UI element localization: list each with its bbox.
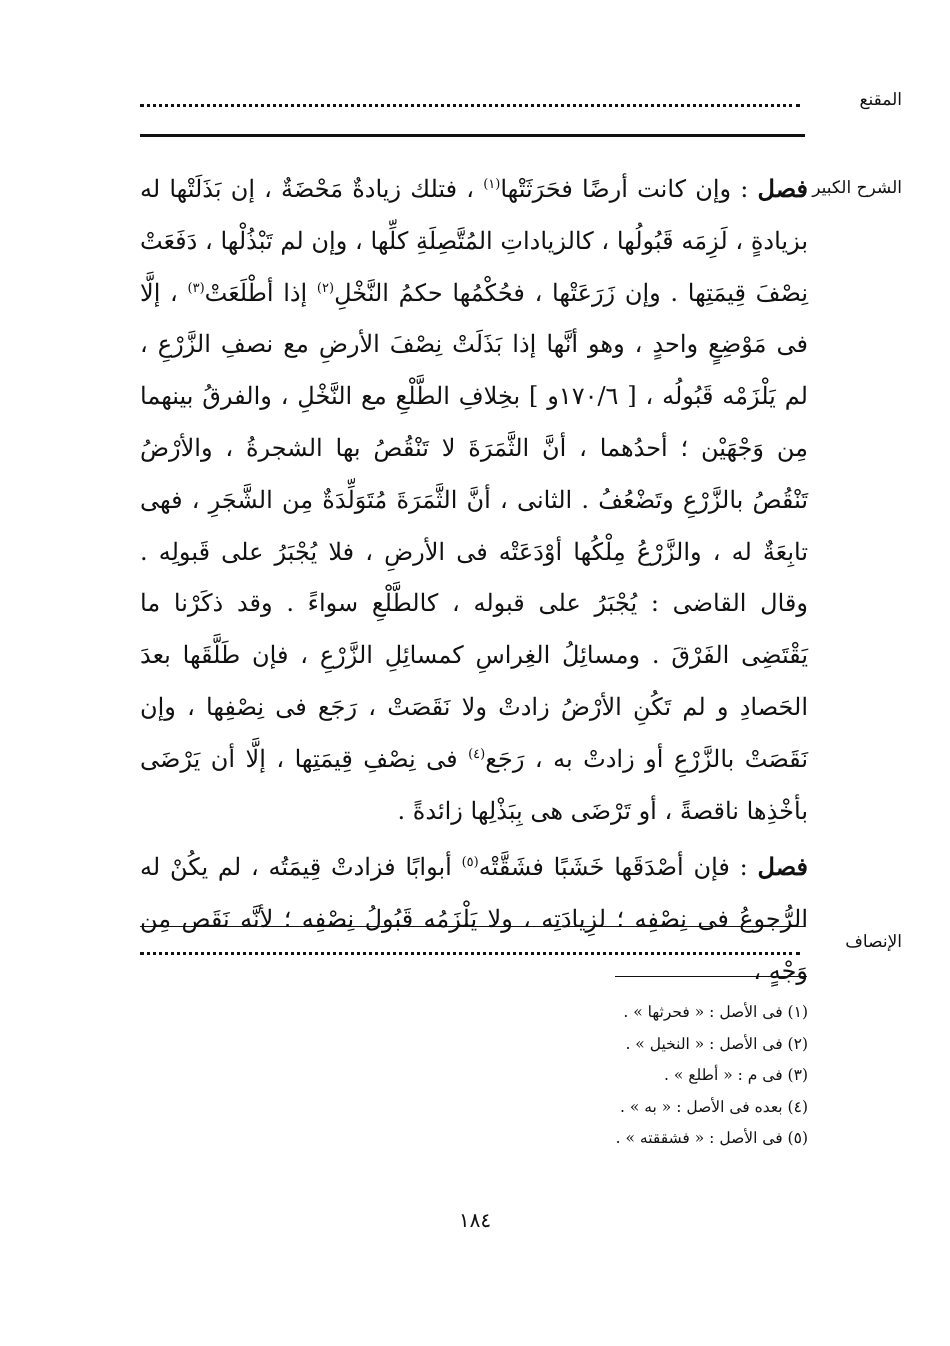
insaf-label: الإنصاف <box>845 932 902 952</box>
commentary-body <box>140 163 808 998</box>
footnote-item: (٤) بعده فى الأصل : « به » . <box>619 1097 808 1116</box>
paragraph <box>140 163 808 837</box>
section-heading: فصل <box>757 852 808 882</box>
footnote-marker[interactable]: (٢) <box>316 280 335 296</box>
footnote-marker[interactable]: (٣) <box>187 280 205 296</box>
running-title: المقنع <box>859 90 902 110</box>
section-heading: فصل <box>757 174 808 203</box>
text-run: إذا أطْلَعَتْ <box>204 278 317 307</box>
page-number: ١٨٤ <box>458 1208 492 1232</box>
dotted-separator-top <box>140 104 800 107</box>
footnote-item: (١) فى الأصل : « فحرثها » . <box>623 1003 808 1021</box>
footnotes <box>560 997 808 1155</box>
text-run: ، فتلك زيادةٌ مَحْضَةٌ ، إن بَذَلَتْها له بزيادةٍ ، لَزِمَه قَبُولُها ، كالزياداتِ المُتَّصِلَةِ كلِّها ، وإن لم تَبْذُلْها ، دَفَعَتْ نِصْفَ قِيمَتِها . وإن زَرَعَتْها ، فحُكْمُها حكمُ النَّخْلِ <box>140 175 808 307</box>
text-run: : وإن كانت أرضًا فحَرَثَتْها <box>500 175 758 203</box>
header-rule <box>140 134 805 137</box>
body-end-rule <box>140 926 805 927</box>
footnote-marker[interactable]: (٥) <box>461 855 479 871</box>
footnote-marker[interactable]: (٤) <box>468 746 486 762</box>
footnote-rule <box>615 976 807 977</box>
footnote-item: (٢) فى الأصل : « النخيل » . <box>625 1034 808 1053</box>
text-run: : فإن أصْدَقَها خَشَبًا فشَقَّتْه <box>478 853 758 882</box>
text-run: أبوابًا فزادتْ قِيمَتُه ، لم يكُنْ له الرُّجوعُ فى نِصْفِه ؛ لزِيادَتِه ، ولا يَلْزَمُه قَبُولُ نِصْفِه ؛ لأنَّه نَقَص مِن وَجْهٍ ، <box>140 853 808 985</box>
paragraph <box>140 841 808 997</box>
footnote-marker[interactable]: (١) <box>483 177 501 192</box>
dotted-separator-bottom <box>140 952 800 955</box>
text-run: ، إلَّا فى مَوْضِعٍ واحدٍ ، وهو أنَّها إذا بَذَلَتْ نِصْفَ الأرضِ مع نصفِ الزَّرْعِ ، لم يَلْزَمْه قَبُولُه ، [ ١٧٠/٦و ] بخِلافِ الطَّلْعِ مع النَّخْلِ ، والفرقُ بينهما مِن وَجْهَيْن ؛ أحدُهما ، أنَّ الثَّمَرَةَ لا تَنْقُصُ بها الشجرةُ ، والأرْضُ تَنْقُصُ بالزَّرْعِ وتَضْعُفُ . الثانى ، أنَّ الثَّمَرَةَ مُتَوَلِّدَةٌ مِن الشَّجَرِ ، فهى تابِعَةٌ له ، والزَّرْعُ مِلْكُها أوْدَعَتْه فى الأرضِ ، فلا يُجْبَرُ على قَبولِه . وقال القاضى : يُجْبَرُ على قبوله ، كالطَّلْعِ سواءً . وقد ذكَرْنا ما يَقْتَضِى الفَرْقَ . ومسائِلُ الغِراسِ كمسائِلِ الزَّرْعِ ، فإن طَلَّقَها بعدَ الحَصادِ و لم تَكُنِ الأرْضُ زادتْ ولا نَقَصَتْ ، رَجَع فى نِصْفِها ، وإن نَقَصَتْ بالزَّرْعِ أو زادتْ به ، رَجَع <box>140 278 809 773</box>
footnote-item: (٥) فى الأصل : « فشققته » . <box>615 1129 808 1147</box>
text-run: فى نِصْفِ قِيمَتِها ، إلَّا أن يَرْضَى بأخْذِها ناقصةً ، أو تَرْضَى هى بِبَذْلِها زائدةً . <box>140 744 808 825</box>
footnote-item: (٣) فى م : « أطلع » . <box>664 1066 808 1084</box>
commentary-label: الشرح الكبير <box>812 178 902 198</box>
